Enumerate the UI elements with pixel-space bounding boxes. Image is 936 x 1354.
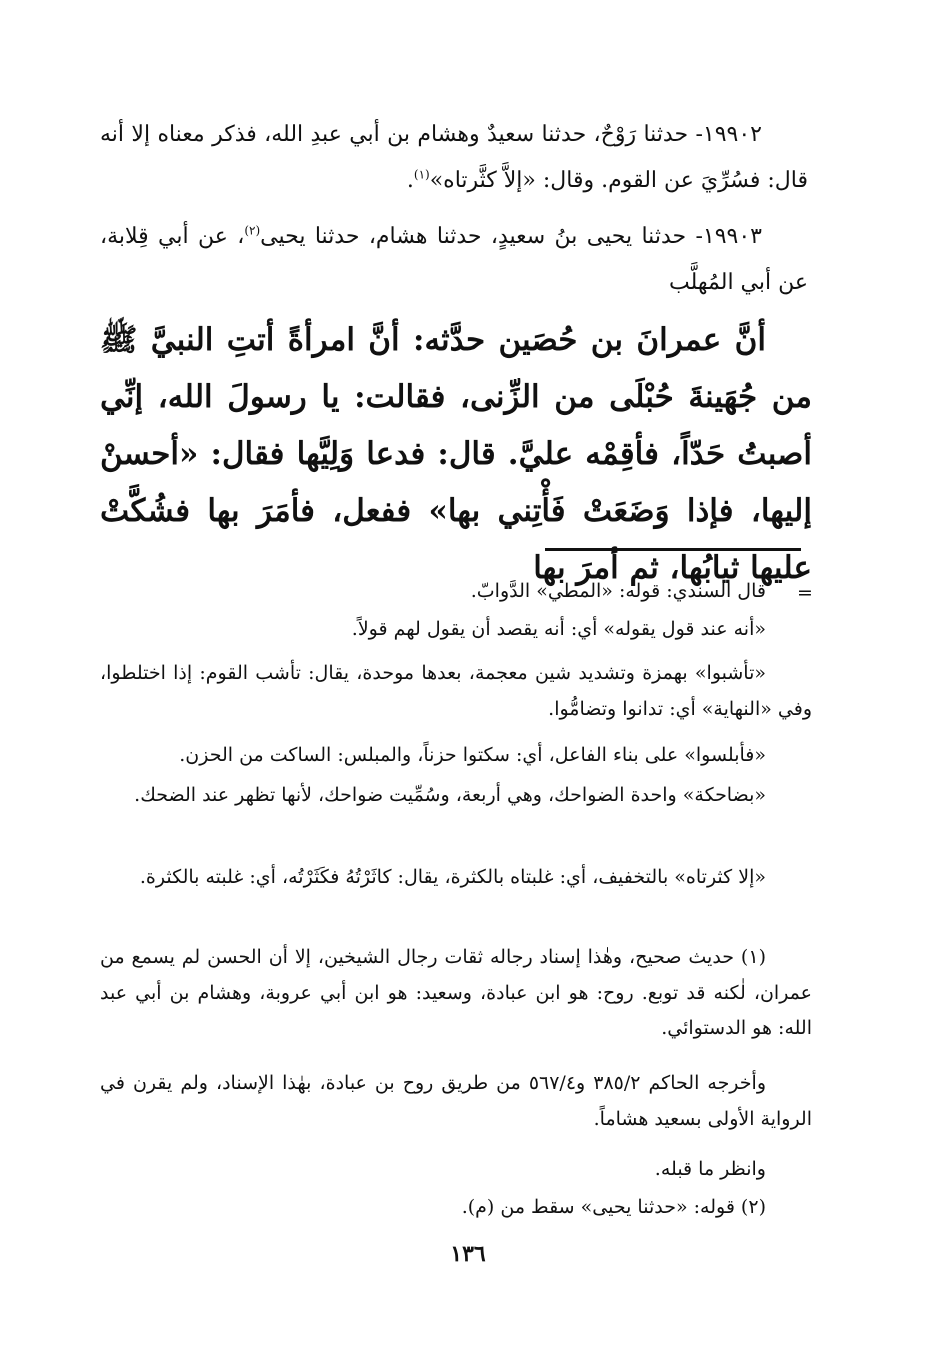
footnote-line: وانظر ما قبله. bbox=[654, 1158, 766, 1180]
hadith-19903-isnad-text: ١٩٩٠٣- حدثنا يحيى بنُ سعيدٍ، حدثنا هشام، حدثنا يحيى bbox=[260, 224, 762, 249]
footnote-continuation-mark: = bbox=[797, 582, 813, 604]
hadith-19903-matn: أنَّ عمرانَ بن حُصَين حدَّثه: أنَّ امرأةً أتتِ النبيَّ ﷺ من جُهَينةَ حُبْلَى من الزِّنى، فقالت: يا رسولَ الله، إنِّي أصبتُ حَدّاً، فأقِمْه عليَّ. قال: فدعا وَلِيَّها فقال: «أحسنْ إليها، فإذا وَضَعَتْ فَأْتِني بها» ففعل، فأمَرَ بها فشُكَّتْ عليها ثيابُها، ثم أمرَ بها bbox=[100, 322, 812, 586]
footnote-ref-2: (٢) bbox=[244, 223, 261, 238]
footnote-line: وأخرجه الحاكم ٣٨٥/٢ و٥٦٧/٤ من طريق روح بن عبادة، بهٰذا الإسناد، ولم يقرن في الرواية الأولى بسعيد هشاماً. bbox=[100, 1072, 812, 1130]
footnote-line: «تأشبوا» بهمزة وتشديد شين معجمة، بعدها موحدة، يقال: تأشب القوم: إذا اختلطوا، وفي «النهاية» أي: تدانوا وتضامُّوا. bbox=[100, 662, 812, 720]
footnote-separator-rule bbox=[545, 548, 801, 551]
hadith-19903-isnad bbox=[100, 214, 808, 306]
hadith-19903-isnad-rest: ، عن أبي قِلابة، عن أبي المُهلَّب bbox=[100, 224, 808, 295]
page-number: ١٣٦ bbox=[450, 1241, 486, 1267]
footnote-ref-1: (١) bbox=[413, 167, 430, 182]
footnote-line: «بضاحكة» واحدة الضواحك، وهي أربعة، وسُمِّيت ضواحك، لأنها تظهر عند الضحك. bbox=[134, 784, 766, 806]
footnote-line: «إلا كثرتاه» بالتخفيف، أي: غلبتاه بالكثرة، يقال: كاثَرْتُهُ فكَثَرْتُه، أي: غلبته بالكثرة. bbox=[139, 866, 766, 888]
hadith-19902-end: . bbox=[406, 168, 414, 193]
footnote-line: «أنه عند قول يقوله» أي: أنه يقصد أن يقول لهم قولاً. bbox=[351, 618, 766, 640]
footnote-2: (٢) قوله: «حدثنا يحيى» سقط من (م). bbox=[461, 1196, 766, 1218]
footnote-1: (١) حديث صحيح، وهٰذا إسناد رجاله ثقات رجال الشيخين، إلا أن الحسن لم يسمع من عمران، لٰكنه قد توبع. روح: هو ابن عبادة، وسعيد: هو ابن أبي عروبة، وهشام بن أبي عبد الله: هو الدستوائي. bbox=[100, 946, 812, 1039]
hadith-19902 bbox=[100, 112, 808, 204]
footnote-line: «فأبلسوا» على بناء الفاعل، أي: سكتوا حزناً، والمبلس: الساكت من الحزن. bbox=[179, 744, 766, 766]
footnote-line: قال السندي: قوله: «المطي» الدَّوابّ. bbox=[470, 580, 766, 602]
hadith-19902-text: ١٩٩٠٢- حدثنا رَوْحٌ، حدثنا سعيدٌ وهشام بن أبي عبدِ الله، فذكر معناه إلا أنه قال: فسُرِّيَ عن القوم. وقال: «إلاَّ كثَّرتاه» bbox=[100, 122, 808, 193]
